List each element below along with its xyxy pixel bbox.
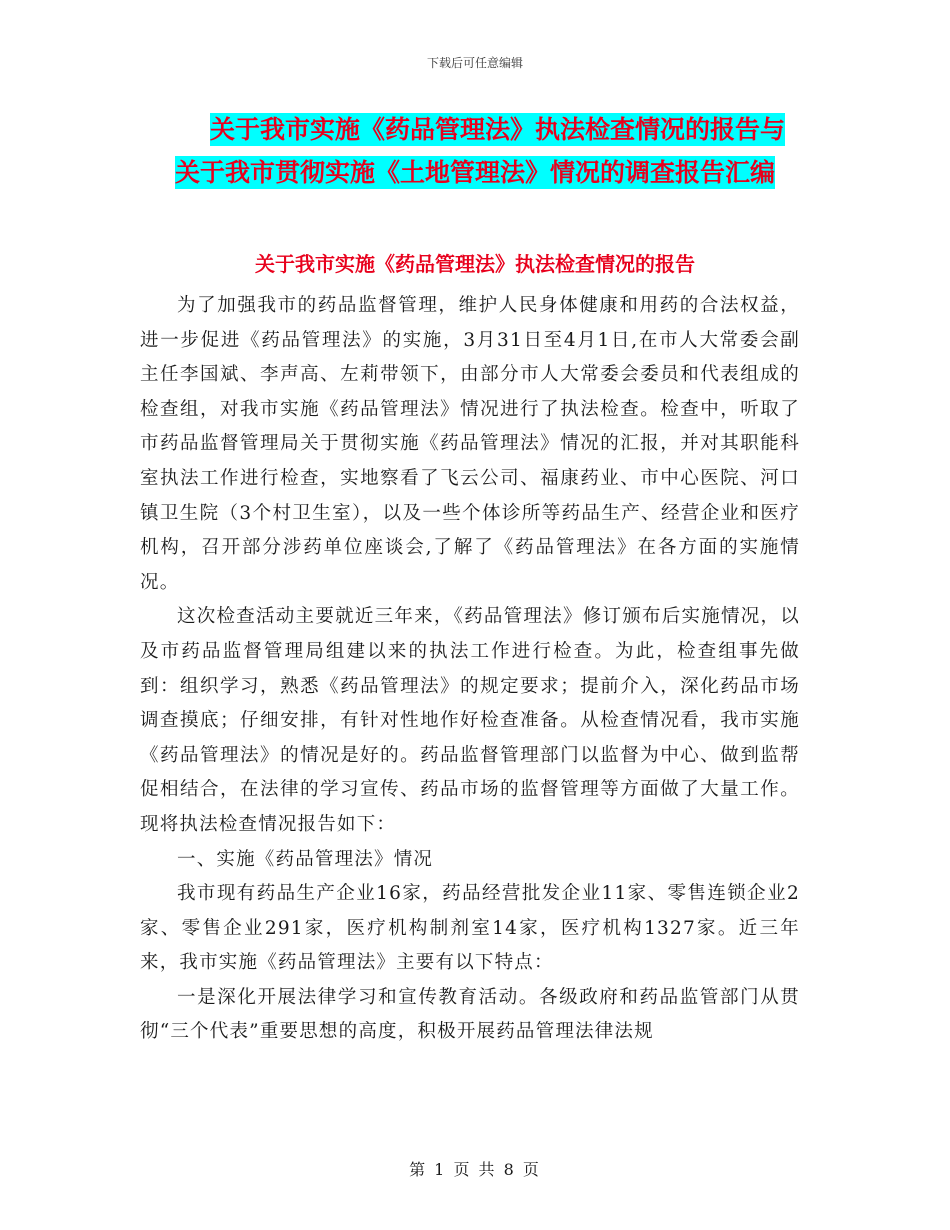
title-highlight-2: 关于我市贯彻实施《土地管理法》情况的调查报告汇编 <box>174 158 775 187</box>
header-note: 下载后可任意编辑 <box>426 56 523 70</box>
paragraph: 我市现有药品生产企业16家，药品经营批发企业11家、零售连锁企业2家、零售企业291家，医疗机构制剂室14家，医疗机构1327家。近三年来，我市实施《药品管理法》主要有以下特点： <box>140 883 800 974</box>
body-text <box>140 289 800 1050</box>
section-title: 关于我市实施《药品管理法》执法检查情况的报告 <box>255 252 695 276</box>
page-footer: 第 1 页 共 8 页 <box>409 1160 541 1179</box>
document-title-line-2 <box>0 155 950 191</box>
paragraph: 这次检查活动主要就近三年来，《药品管理法》修订颁布后实施情况，以及市药品监督管理局组建以来的执法工作进行检查。为此，检查组事先做到：组织学习，熟悉《药品管理法》的规定要求；提前介入，深化药品市场调查摸底；仔细安排，有针对性地作好检查准备。从检查情况看，我市实施《药品管理法》的情况是好的。药品监督管理部门以监督为中心、做到监帮促相结合，在法律的学习宣传、药品市场的监督管理等方面做了大量工作。现将执法检查情况报告如下： <box>140 606 800 835</box>
paragraph: 一是深化开展法律学习和宣传教育活动。各级政府和药品监管部门从贯彻“三个代表”重要思想的高度，积极开展药品管理法律法规 <box>140 986 800 1043</box>
paragraph: 为了加强我市的药品监督管理，维护人民身体健康和用药的合法权益，进一步促进《药品管理法》的实施，3月31日至4月1日,在市人大常委会副主任李国斌、李声高、左莉带领下，由部分市人大常委会委员和代表组成的检查组，对我市实施《药品管理法》情况进行了执法检查。检查中，听取了市药品监督管理局关于贯彻实施《药品管理法》情况的汇报，并对其职能科室执法工作进行检查，实地察看了飞云公司、福康药业、市中心医院、河口镇卫生院（3个村卫生室），以及一些个体诊所等药品生产、经营企业和医疗机构，召开部分涉药单位座谈会,了解了《药品管理法》在各方面的实施情况。 <box>140 295 800 593</box>
title-highlight-1: 关于我市实施《药品管理法》执法检查情况的报告与 <box>209 115 785 144</box>
subheading: 一、实施《药品管理法》情况 <box>177 848 434 870</box>
document-title-line-1 <box>0 112 950 148</box>
